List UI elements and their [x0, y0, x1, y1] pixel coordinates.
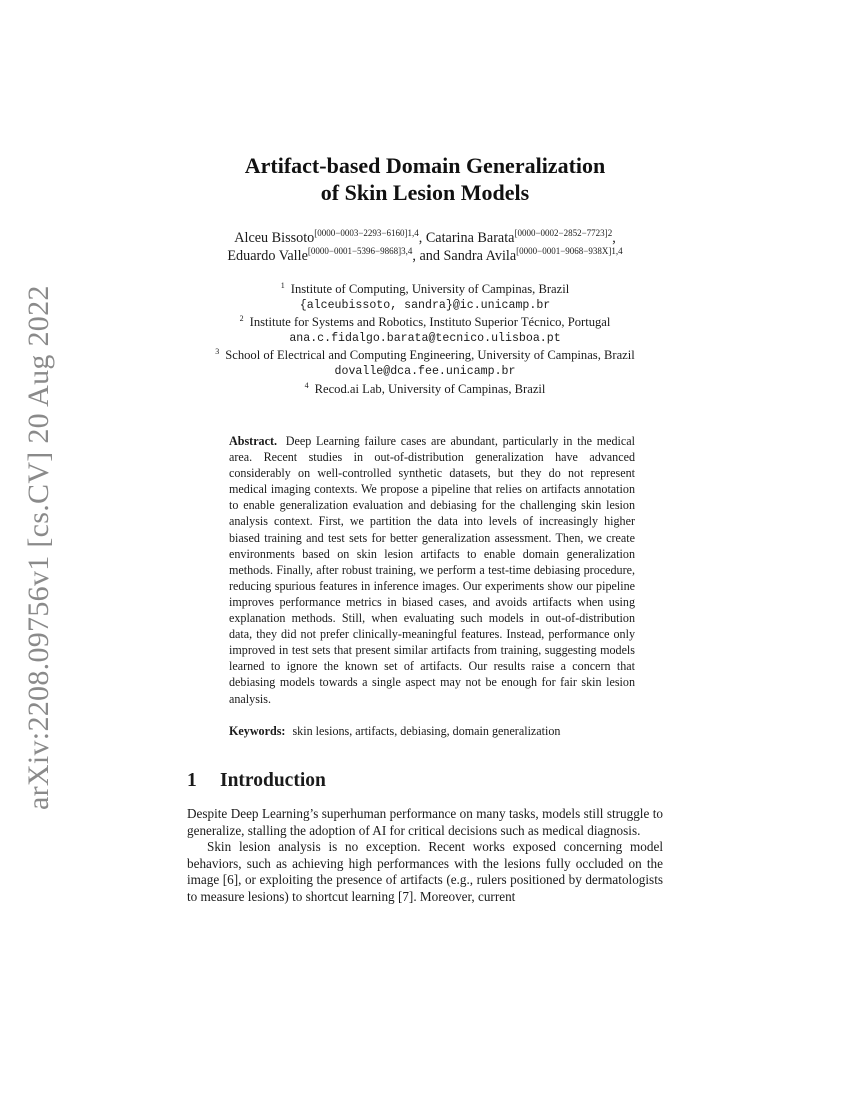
keywords-label: Keywords: [229, 724, 286, 738]
email-2: ana.c.fidalgo.barata@tecnico.ulisboa.pt [289, 331, 561, 345]
section-number: 1 [187, 770, 197, 791]
paragraph: Skin lesion analysis is no exception. Recent works exposed concerning model behaviors, such as achieving high performances with the lesions fully occluded on the image [6], or exploiting the presence of artifacts (e.g., rulers positioned by dermatologists to measure lesions) to shortcut learning [7]. Moreover, current [187, 839, 663, 904]
abstract [229, 433, 635, 707]
author-name: Eduardo Valle [227, 248, 308, 264]
affiliation-3: $^3$ School of Electrical and Computing Engineering, University of Campinas, Brazil [215, 347, 635, 363]
author-orcid: [0000−0001−9068−938X]1,4 [516, 246, 623, 256]
email-1: {alceubissoto, sandra}@ic.unicamp.br [299, 298, 551, 312]
affiliation-list [150, 281, 700, 397]
introduction-body [187, 806, 663, 906]
arxiv-identifier-stamp: arXiv:2208.09756v1 [cs.CV] 20 Aug 2022 [22, 285, 55, 810]
author-name: Alceu Bissoto [234, 230, 315, 246]
abstract-label: Abstract. [229, 434, 278, 448]
email-3: dovalle@dca.fee.unicamp.br [334, 364, 516, 378]
paragraph: Despite Deep Learning’s superhuman performance on many tasks, models still struggle to generalize, stalling the adoption of AI for critical decisions such as medical diagnosis. [187, 806, 663, 838]
keywords-text: skin lesions, artifacts, debiasing, domain generalization [292, 724, 561, 738]
author-orcid: [0000−0003−2293−6160]1,4 [314, 228, 419, 238]
author-name: Sandra Avila [443, 248, 517, 264]
author-line-2: Eduardo Valle$^{[0000-0001-5396-9868]3,4}$, and Sandra Avila$^{[0000-0001-9068-938X]1,4}$ [227, 246, 623, 264]
title-line-1: Artifact-based Domain Generalization [244, 153, 606, 178]
title-line-2: of Skin Lesion Models [320, 180, 530, 205]
paper-title [150, 152, 700, 206]
affiliation-2: $^2$ Institute for Systems and Robotics, Instituto Superior Técnico, Portugal [239, 314, 611, 330]
author-list [150, 229, 700, 265]
section-title: Introduction [220, 770, 326, 791]
section-heading-introduction [187, 770, 326, 792]
affiliation-4: $^4$ Recod.ai Lab, University of Campinas, Brazil [304, 380, 546, 396]
affiliation-1: $^1$ Institute of Computing, University of Campinas, Brazil [280, 281, 570, 296]
author-orcid: [0000−0002−2852−7723]2 [514, 228, 613, 238]
author-name: Catarina Barata [425, 230, 515, 246]
keywords [229, 723, 635, 739]
author-line-1: Alceu Bissoto$^{[0000-0003-2293-6160]1,4}$, Catarina Barata$^{[0000-0002-2852-7723]2}$, [234, 228, 616, 246]
author-orcid: [0000−0001−5396−9868]3,4 [307, 246, 413, 256]
abstract-text: Deep Learning failure cases are abundant, particularly in the medical area. Recent studies in out-of-distribution generalization have advanced considerably on well-controlled synthetic datasets, but they do not represent medical imaging contexts. We propose a pipeline that relies on artifacts annotation to enable generalization evaluation and debiasing for the challenging skin lesion analysis context. First, we partition the data into levels of increasingly higher biased training and test sets for better generalization assessment. Then, we create environments based on skin lesion artifacts to enable domain generalization methods. Finally, after robust training, we perform a test-time debiasing procedure, reducing spurious features in inference images. Our experiments show our pipeline improves performance metrics in biased cases, and avoids artifacts when using explanation methods. Still, when evaluating such models in out-of-distribution data, they did not prefer clinically-meaningful features. Instead, performance only improved in test sets that present similar artifacts from training, suggesting models learned to ignore the known set of artifacts. Our results raise a concern that debiasing models towards a single aspect may not be enough for fair skin lesion analysis. [229, 434, 636, 706]
